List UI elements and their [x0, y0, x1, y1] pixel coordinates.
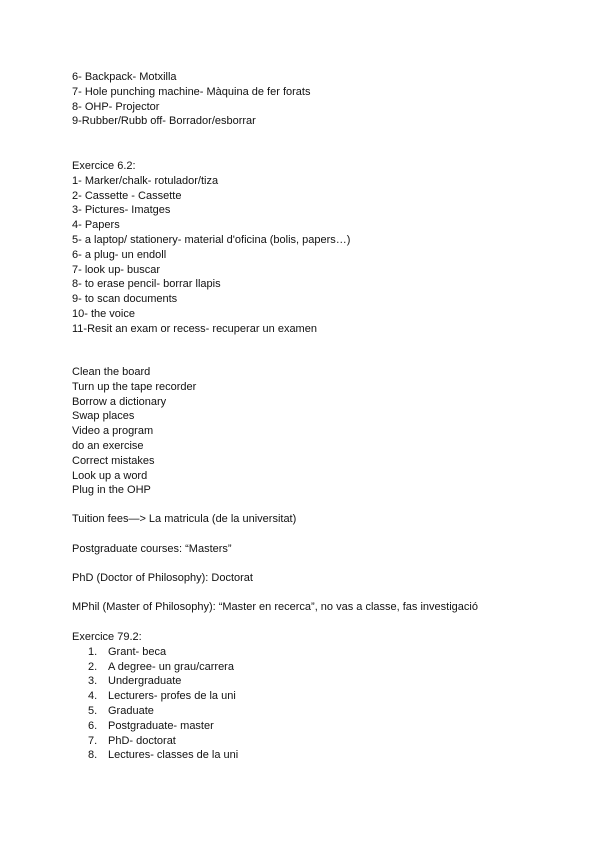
list-number: 2.	[88, 660, 98, 673]
exercise-item: 1- Marker/chalk- rotulador/tiza	[72, 174, 219, 187]
exercise-title: Exercice 79.2:	[72, 631, 142, 643]
list-item	[72, 674, 238, 689]
vocab-item: 9-Rubber/Rubb off- Borrador/esborrar	[72, 115, 256, 128]
exercise-6-2	[72, 159, 350, 337]
exercise-item: 2- Cassette - Cassette	[72, 189, 182, 202]
exercise-item: 3- Pictures- Imatges	[72, 204, 171, 217]
list-text: Lectures- classes de la uni	[108, 749, 239, 762]
list-text: Lecturers- profes de la uni	[108, 690, 236, 703]
list-item	[72, 734, 238, 749]
list-text: Graduate	[108, 704, 154, 717]
exercise-item: 4- Papers	[72, 219, 120, 232]
definition-phd: PhD (Doctor of Philosophy): Doctorat	[72, 572, 253, 584]
phrase-item: Video a program	[72, 425, 154, 438]
exercise-79-2	[72, 630, 238, 763]
exercise-item: 7- look up- buscar	[72, 263, 161, 276]
list-number: 5.	[88, 704, 98, 717]
exercise-title: Exercice 6.2:	[72, 160, 136, 172]
phrase-item: Clean the board	[72, 366, 151, 378]
list-text: A degree- un grau/carrera	[108, 660, 234, 673]
list-item	[72, 689, 238, 704]
exercise-item: 8- to erase pencil- borrar llapis	[72, 278, 221, 291]
vocab-item: 8- OHP- Projector	[72, 100, 160, 113]
list-text: PhD- doctorat	[108, 734, 176, 747]
list-number: 7.	[88, 734, 98, 747]
list-item	[72, 704, 238, 719]
phrase-list	[72, 365, 196, 498]
list-item	[72, 645, 238, 660]
phrase-item: Borrow a dictionary	[72, 395, 167, 408]
list-number: 3.	[88, 675, 98, 688]
list-item	[72, 660, 238, 675]
exercise-item: 9- to scan documents	[72, 293, 178, 306]
phrase-item: Look up a word	[72, 469, 148, 482]
definition-tuition: Tuition fees—> La matricula (de la universitat)	[72, 513, 297, 525]
vocab-item: 6- Backpack- Motxilla	[72, 71, 177, 83]
phrase-item: Correct mistakes	[72, 454, 155, 467]
list-number: 6.	[88, 719, 98, 732]
definition-mphil: MPhil (Master of Philosophy): “Master en recerca”, no vas a classe, fas investigació	[72, 601, 478, 613]
vocab-list-top	[72, 70, 310, 129]
list-item	[72, 748, 238, 763]
list-number: 8.	[88, 749, 98, 762]
exercise-item: 5- a laptop/ stationery- material d'oficina (bolis, papers…)	[72, 233, 351, 246]
exercise-item: 6- a plug- un endoll	[72, 248, 167, 261]
list-text: Postgraduate- master	[108, 719, 214, 732]
phrase-item: Swap places	[72, 410, 135, 423]
vocab-item: 7- Hole punching machine- Màquina de fer forats	[72, 85, 311, 98]
numbered-list	[72, 645, 238, 763]
exercise-item: 10- the voice	[72, 307, 135, 320]
list-number: 4.	[88, 690, 98, 703]
exercise-item: 11-Resit an exam or recess- recuperar un examen	[72, 322, 317, 335]
phrase-item: do an exercise	[72, 439, 144, 452]
phrase-item: Turn up the tape recorder	[72, 380, 197, 393]
definition-postgraduate: Postgraduate courses: “Masters”	[72, 543, 232, 555]
list-text: Grant- beca	[108, 645, 167, 658]
list-item	[72, 719, 238, 734]
list-text: Undergraduate	[108, 675, 182, 688]
list-number: 1.	[88, 645, 98, 658]
phrase-item: Plug in the OHP	[72, 484, 151, 497]
